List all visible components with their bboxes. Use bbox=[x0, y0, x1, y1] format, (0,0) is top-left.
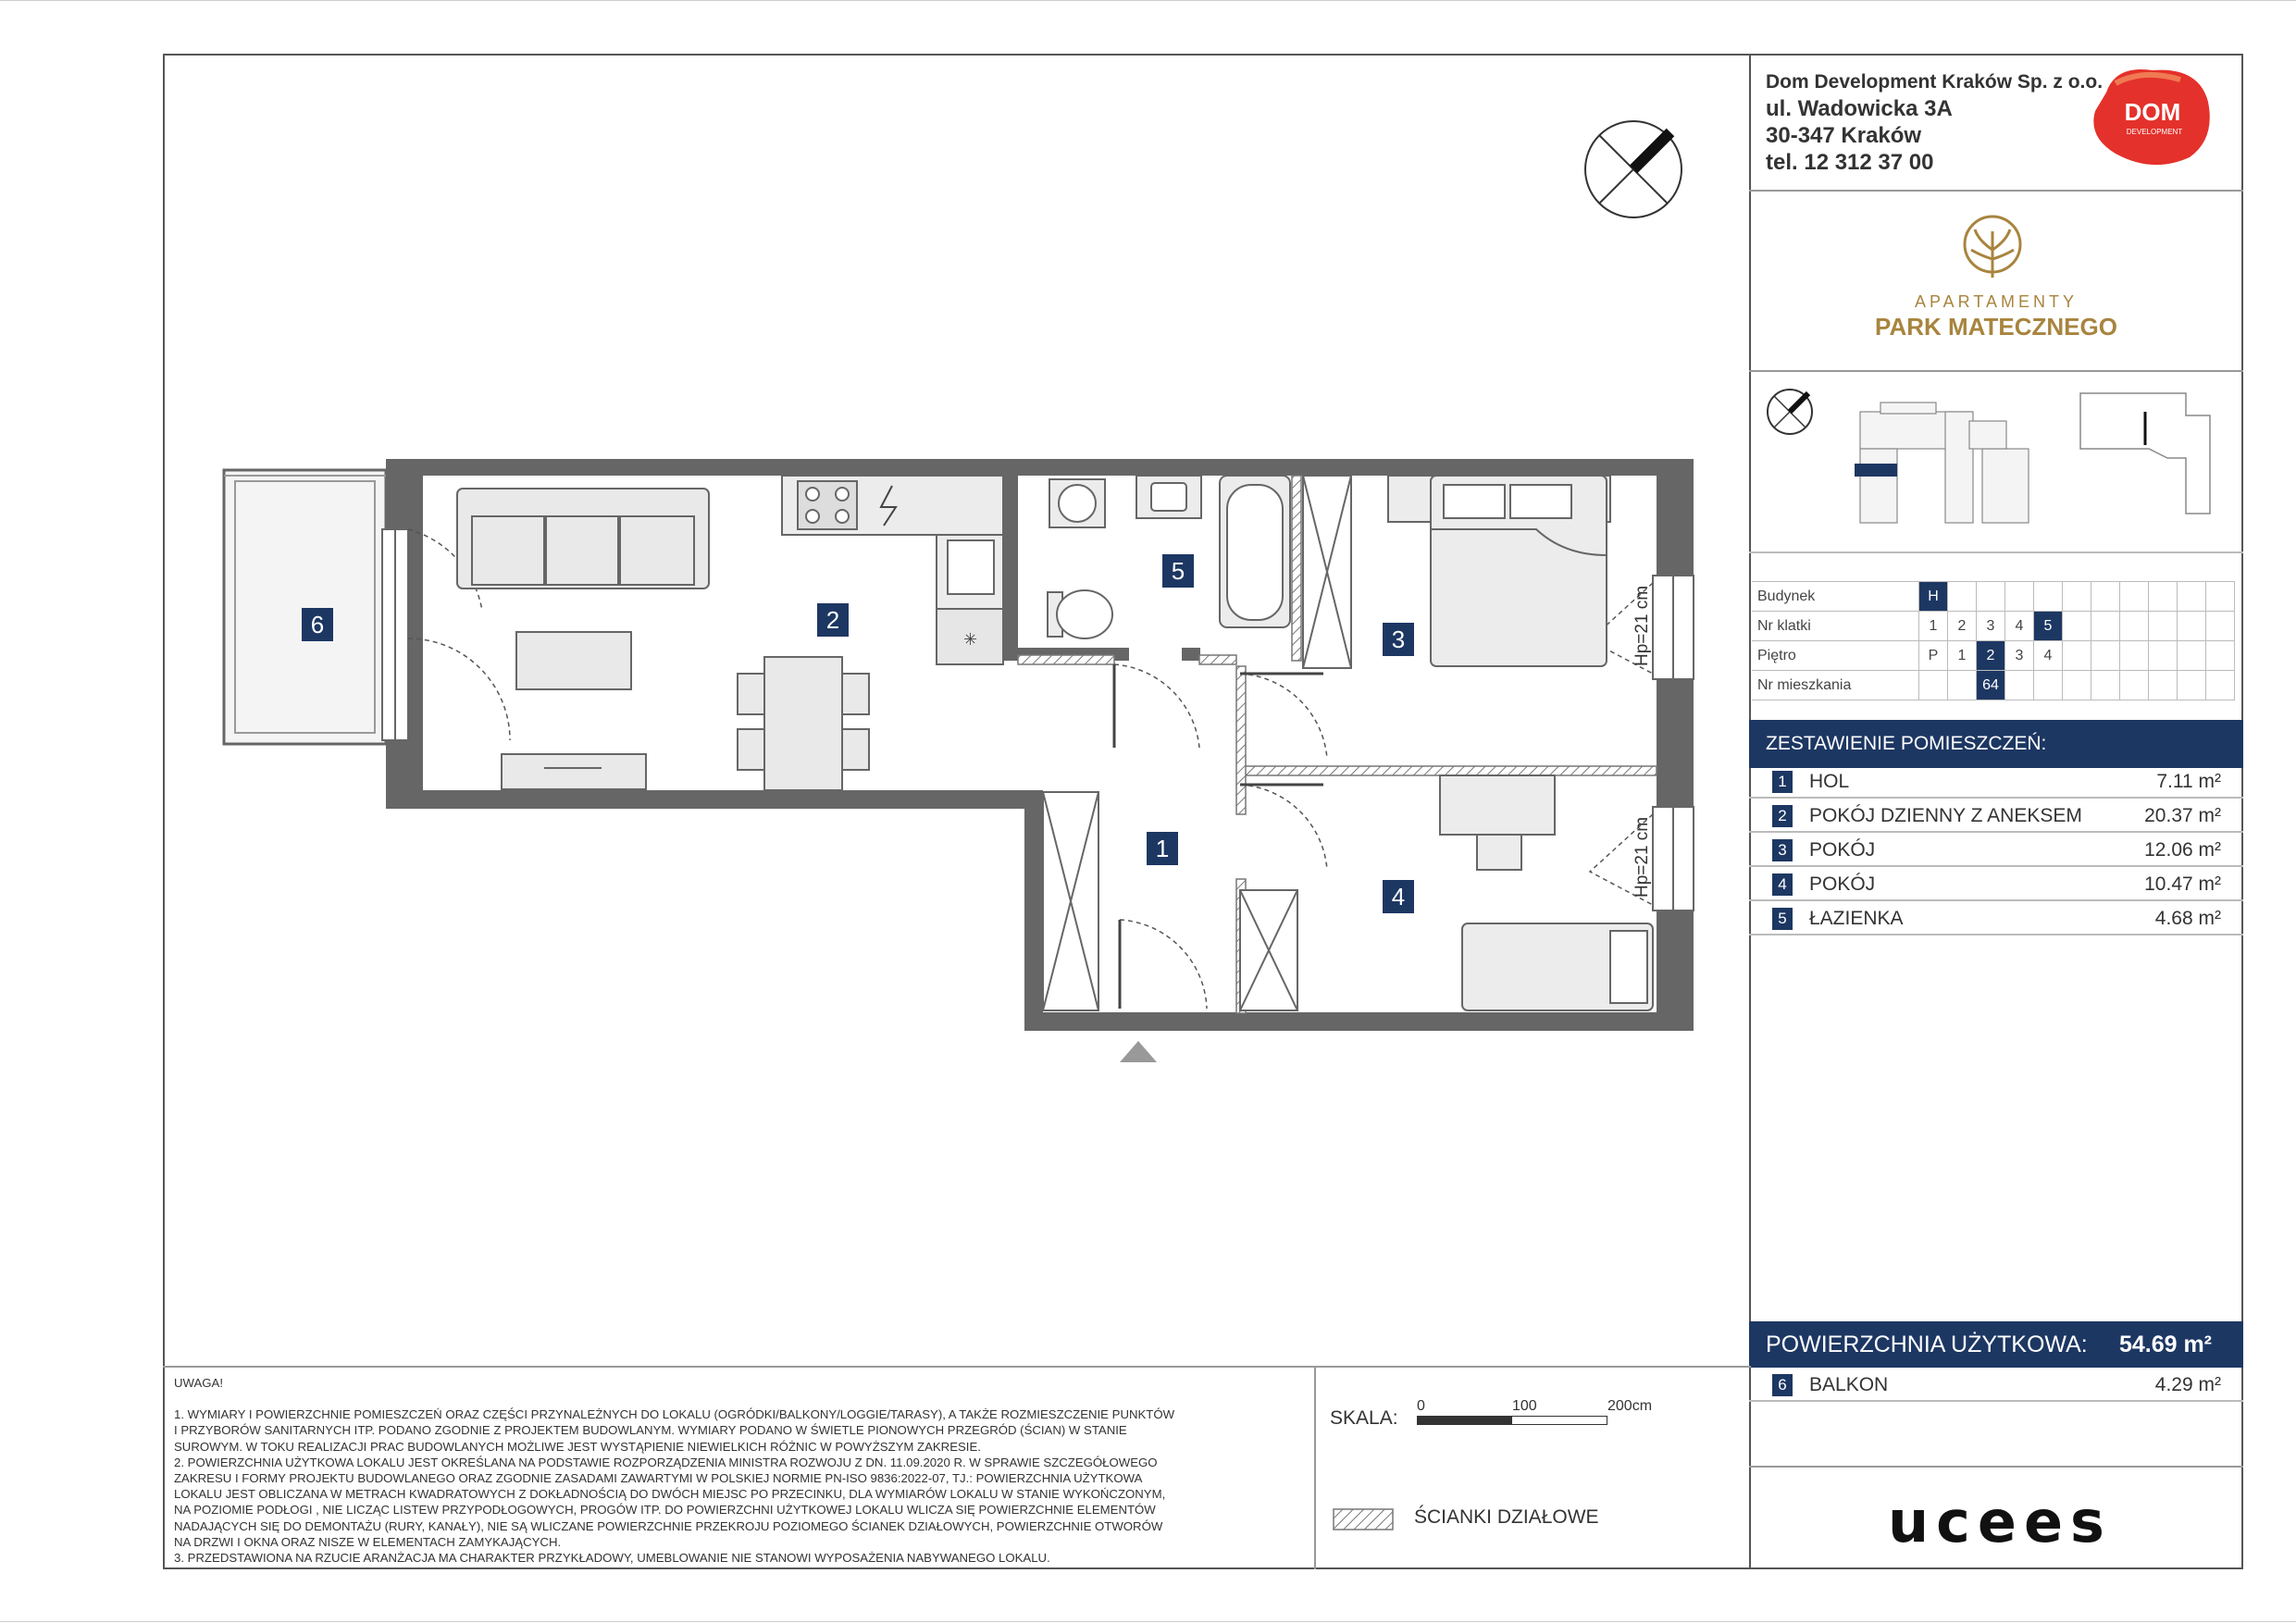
staircase-label: Nr klatki bbox=[1752, 612, 1919, 641]
apartment-locator-table bbox=[1752, 581, 2235, 700]
bottom-edge-line bbox=[0, 1621, 2296, 1622]
floor-1: 1 bbox=[1948, 641, 1977, 671]
bathroom-cabinet bbox=[1303, 476, 1351, 668]
project-line-1: APARTAMENTY bbox=[1914, 292, 2079, 311]
staircase-2: 2 bbox=[1948, 612, 1977, 641]
window-room-3 bbox=[1653, 576, 1694, 679]
window-height-label-1: Hp=21 cm bbox=[1632, 585, 1652, 666]
building-value: H bbox=[1919, 582, 1948, 612]
note-line: NA POZIOMIE PODŁOGI , NIE LICZĄC LISTEW PRZYPODŁOGOWYCH, PROGÓW ITP. DO POWIERZCHNI UŻYTKOWEJ LOKALU WLICZA SIĘ POWIERZCHNIE ELEMENTÓW bbox=[174, 1503, 1156, 1518]
fan-icon: ✳ bbox=[963, 630, 978, 650]
scale-tick-100: 100 bbox=[1512, 1398, 1537, 1414]
divider-2 bbox=[1749, 370, 2243, 372]
room-row-5 bbox=[1749, 901, 2243, 935]
building-label: Budynek bbox=[1752, 582, 1919, 612]
floor-p: P bbox=[1919, 641, 1948, 671]
room-area: 10.47 m² bbox=[2144, 873, 2221, 895]
room-row-2 bbox=[1749, 799, 2243, 833]
site-outline bbox=[2080, 393, 2210, 514]
tree-logo-icon bbox=[1960, 213, 2025, 287]
room-name: POKÓJ bbox=[1809, 873, 1876, 895]
scale-bar bbox=[1417, 1416, 1607, 1425]
apartment-value: 64 bbox=[1977, 671, 2005, 700]
rooms-header: ZESTAWIENIE POMIESZCZEŃ: bbox=[1749, 720, 2243, 768]
company-name: Dom Development Kraków Sp. z o.o. bbox=[1766, 71, 2104, 93]
balcony-outline bbox=[224, 470, 386, 744]
room-name: ŁAZIENKA bbox=[1809, 908, 1904, 929]
scale-tick-200: 200cm bbox=[1607, 1398, 1653, 1414]
room-badge-4: 4 bbox=[1383, 880, 1414, 913]
note-line: 1. WYMIARY I POWIERZCHNIE POMIESZCZEŃ ORAZ CZĘŚCI PRZYNALEŻNYCH DO LOKALU (OGRÓDKI/BALKONY/LOGGIE/TARASY), A TAKŻE ROZMIESZCZENIE PUNKTÓW bbox=[174, 1407, 1175, 1422]
room-row-3 bbox=[1749, 833, 2243, 867]
note-line: SUROWYM. W TOKU REALIZACJI PRAC BUDOWLANYCH MOŻLIWE JEST WYSTĄPIENIE NIEWIELKICH RÓŻNIC W POWYŻSZYM ZAKRESIE. bbox=[174, 1439, 981, 1454]
scale-tick-0: 0 bbox=[1417, 1398, 1425, 1414]
entrance-marker-icon bbox=[1120, 1041, 1157, 1062]
logo-text-main: DOM bbox=[2124, 98, 2181, 126]
window-room-4 bbox=[1653, 807, 1694, 911]
staircase-3: 3 bbox=[1977, 612, 2005, 641]
note-line: LOKALU JEST OBLICZANA W METRACH KWADRATOWYCH Z DOKŁADNOŚCIĄ DO DWÓCH MIEJSC PO PRZECINKU, DLA WYMIARÓW LOKALU W STANIE WYKOŃCZONYM, bbox=[174, 1487, 1166, 1502]
room-badge-1: 1 bbox=[1147, 832, 1178, 865]
room-num: 3 bbox=[1772, 839, 1793, 861]
divider-4 bbox=[1749, 1466, 2243, 1468]
room-badge-6: 6 bbox=[302, 608, 333, 641]
room-name: HOL bbox=[1809, 771, 1850, 792]
site-buildings bbox=[1860, 403, 2029, 523]
room-area: 12.06 m² bbox=[2144, 839, 2221, 861]
legend-partition-label: ŚCIANKI DZIAŁOWE bbox=[1414, 1506, 1599, 1528]
balcony-door bbox=[382, 529, 408, 740]
site-highlight bbox=[1855, 464, 1897, 477]
project-line-2: PARK MATECZNEGO bbox=[1875, 313, 2117, 341]
notes-divider bbox=[1314, 1366, 1316, 1569]
balcony-row bbox=[1749, 1368, 2243, 1402]
compass-icon bbox=[1585, 121, 1682, 217]
staircase-4: 4 bbox=[2005, 612, 2034, 641]
room-area: 4.68 m² bbox=[2154, 908, 2221, 929]
divider-3 bbox=[1749, 551, 2243, 553]
site-compass-icon bbox=[1768, 390, 1812, 434]
room-badge-2: 2 bbox=[817, 603, 849, 637]
room-num: 1 bbox=[1772, 771, 1793, 793]
room-badge-3: 3 bbox=[1383, 623, 1414, 656]
note-line: ZAKRESU I FORMY PROJEKTU BUDOWLANEGO ORAZ ZGODNIE ZASADAMI ZAWARTYMI W POLSKIEJ NORMIE PN-ISO 9836:2022-07, TJ.: POWIERZCHNIA UŻYTKOWA bbox=[174, 1471, 1143, 1486]
room-badge-5: 5 bbox=[1162, 554, 1194, 588]
notes-block bbox=[174, 1375, 1285, 1566]
floor-label: Piętro bbox=[1752, 641, 1919, 671]
notes-title: UWAGA! bbox=[174, 1376, 223, 1390]
note-line: I PRZYBORÓW SANITARNYCH ITP. PODANO ZGODNIE Z PROJEKTEM BUDOWLANYM. WYMIARY PODANO W ŚWIETLE PIONOWYCH PRZEGRÓD (ŚCIAN) W STANIE bbox=[174, 1423, 1127, 1438]
wardrobe-room-4 bbox=[1240, 890, 1297, 1010]
company-address bbox=[1766, 68, 2103, 176]
room-name: POKÓJ bbox=[1809, 839, 1876, 861]
room-area: 4.29 m² bbox=[2154, 1374, 2221, 1395]
partition-legend-icon bbox=[1333, 1508, 1394, 1530]
wardrobe-hall bbox=[1043, 792, 1098, 1010]
site-map bbox=[1751, 375, 2241, 551]
usable-area-value: 54.69 m² bbox=[2118, 1332, 2212, 1357]
room-name: POKÓJ DZIENNY Z ANEKSEM bbox=[1809, 805, 2082, 826]
note-line: 3. PRZEDSTAWIONA NA RZUCIE ARANŻACJA MA CHARAKTER PRZYKŁADOWY, UMEBLOWANIE NIE STANOWI WYPOSAŻENIA NABYWANEGO LOKALU. bbox=[174, 1551, 1050, 1566]
company-city: 30-347 Kraków bbox=[1766, 123, 1922, 148]
room-num: 6 bbox=[1772, 1374, 1793, 1396]
note-line: NA DRZWI I OKNA ORAZ NISZE W ELEMENTACH ZAMYKAJĄCYCH. bbox=[174, 1534, 562, 1549]
note-line: 2. POWIERZCHNIA UŻYTKOWA LOKALU JEST OKREŚLANA NA PODSTAWIE ROZPORZĄDZENIA MINISTRA ROZWOJU Z DN. 11.09.2020 R. W SPRAWIE SZCZEGÓŁOWEGO bbox=[174, 1455, 1158, 1469]
room-name: BALKON bbox=[1809, 1374, 1889, 1395]
room-num: 5 bbox=[1772, 908, 1793, 930]
staircase-5: 5 bbox=[2034, 612, 2063, 641]
divider-1 bbox=[1749, 190, 2243, 192]
staircase-1: 1 bbox=[1919, 612, 1948, 641]
company-street: ul. Wadowicka 3A bbox=[1766, 96, 1953, 121]
apartment-label: Nr mieszkania bbox=[1752, 671, 1919, 700]
scale-bar-fill bbox=[1418, 1417, 1512, 1424]
floor-2: 2 bbox=[1977, 641, 2005, 671]
floor-3: 3 bbox=[2005, 641, 2034, 671]
room-area: 20.37 m² bbox=[2144, 805, 2221, 826]
window-height-label-2: Hp=21 cm bbox=[1632, 816, 1652, 898]
logo-text-sub: DEVELOPMENT bbox=[2126, 128, 2183, 136]
room-num: 2 bbox=[1772, 805, 1793, 827]
floor-4: 4 bbox=[2034, 641, 2063, 671]
room-row-4 bbox=[1749, 867, 2243, 901]
usable-area-bar bbox=[1749, 1321, 2243, 1368]
dom-development-logo bbox=[2088, 65, 2214, 168]
scale-label: SKALA: bbox=[1330, 1407, 1398, 1429]
notes-top-line bbox=[163, 1366, 1751, 1368]
company-phone: tel. 12 312 37 00 bbox=[1766, 150, 1934, 175]
usable-area-label: POWIERZCHNIA UŻYTKOWA: bbox=[1766, 1332, 2088, 1357]
ucees-logo: ucees bbox=[1888, 1488, 2112, 1555]
room-num: 4 bbox=[1772, 873, 1793, 896]
room-area: 7.11 m² bbox=[2156, 771, 2221, 792]
room-row-1 bbox=[1749, 764, 2243, 799]
note-line: NADAJĄCYCH SIĘ DO DEMONTAŻU (RURY, KANAŁY), NIE SĄ WLICZANE POWIERZCHNIE PRZEKROJU POZIOMEGO ŚCIANEK DZIAŁOWYCH, POWIERZCHNIE OTWORÓW bbox=[174, 1518, 1163, 1533]
